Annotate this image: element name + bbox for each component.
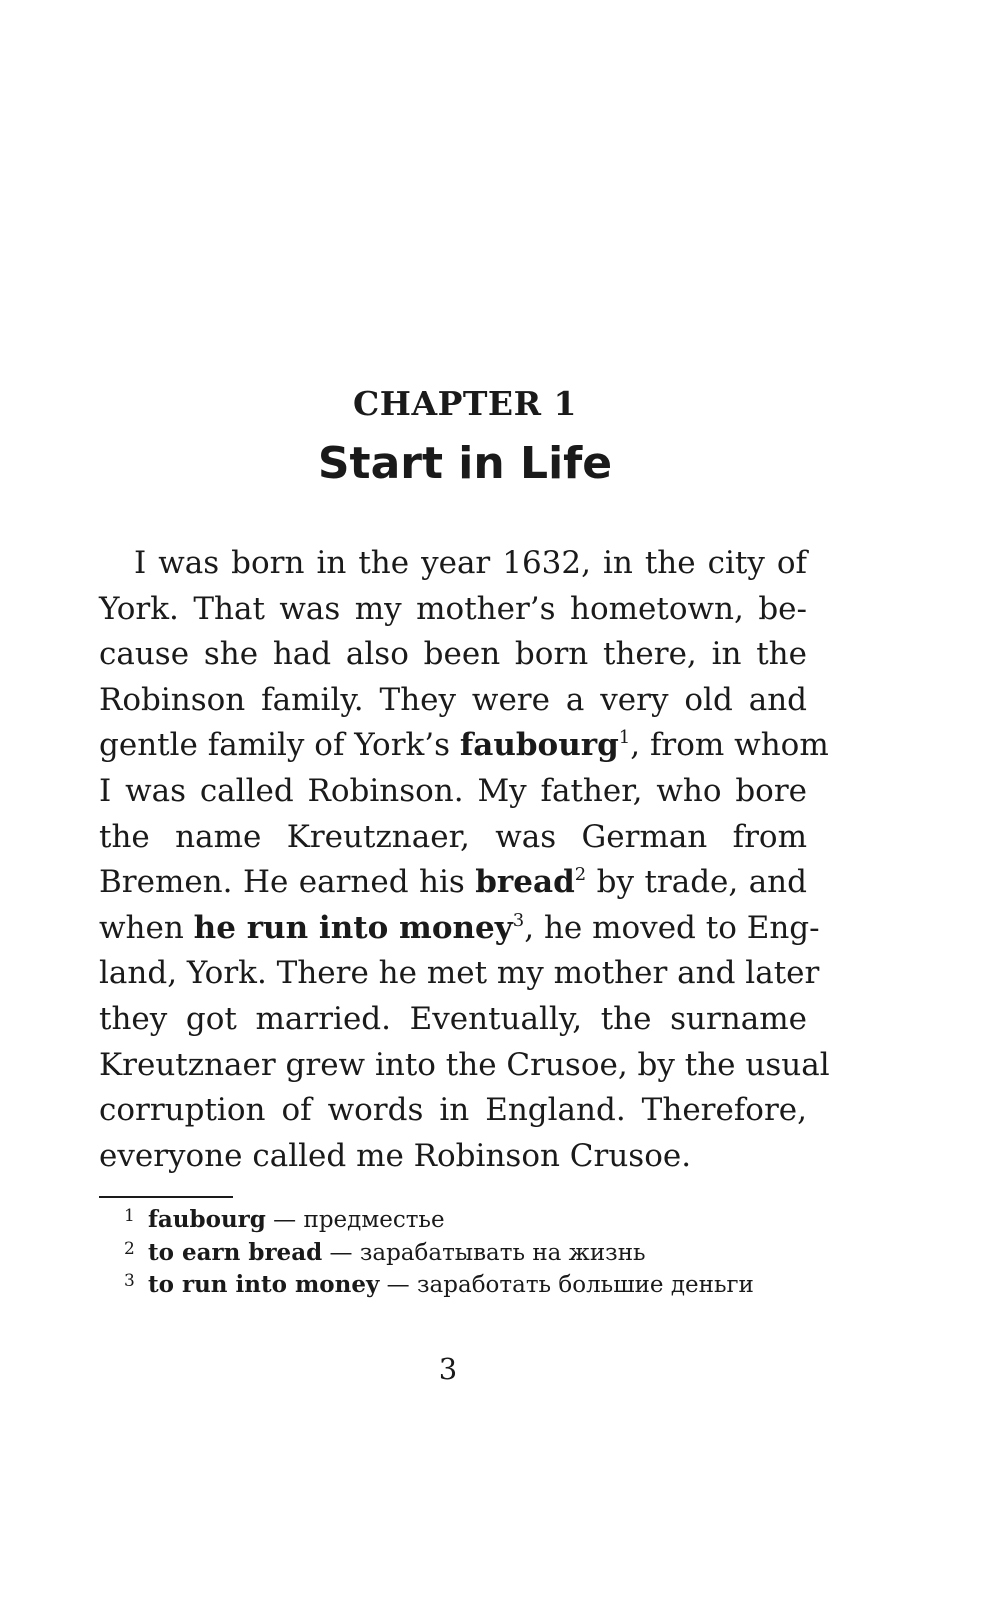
body-text-run: when xyxy=(99,909,194,946)
body-line xyxy=(99,906,820,952)
footnote-item: 2 to earn bread — зарабатывать на жизнь xyxy=(124,1238,646,1266)
chapter-title: Start in Life xyxy=(317,438,613,489)
body-line xyxy=(99,860,807,906)
body-line xyxy=(99,541,807,587)
body-text-run: cause she had also been born there, in the xyxy=(99,636,807,673)
footnote-translation: зарабатывать на жизнь xyxy=(359,1239,646,1266)
body-text-run: Bremen. He earned his xyxy=(99,864,476,901)
footnote-separator: — xyxy=(379,1272,417,1298)
body-text-run: they got married. Eventually, the surname xyxy=(99,1000,807,1037)
footnote-separator: — xyxy=(322,1239,360,1266)
body-text-run: corruption of words in England. Therefore, xyxy=(99,1092,807,1129)
body-line xyxy=(99,997,807,1043)
body-line xyxy=(99,632,807,678)
body-text-run: gentle family of York’s xyxy=(99,727,460,764)
footnote-reference: 3 xyxy=(512,909,525,931)
body-text-run: , he moved to Eng- xyxy=(524,909,820,946)
body-text-run: , from whom xyxy=(630,727,829,764)
body-text-run: I was called Robinson. My father, who bore xyxy=(99,772,807,809)
body-line xyxy=(99,678,807,724)
footnotes xyxy=(124,1204,814,1302)
body-line xyxy=(99,1134,807,1180)
body-text-run: by trade, and xyxy=(586,864,807,901)
footnote-term: to run into money xyxy=(148,1271,380,1298)
page-number: 3 xyxy=(438,1352,458,1386)
body-line xyxy=(99,769,807,815)
glossary-term: bread xyxy=(475,864,575,901)
footnote-reference: 2 xyxy=(574,864,587,886)
body-line xyxy=(99,587,807,633)
glossary-term: he run into money xyxy=(193,909,513,946)
body-text-run: everyone called me Robinson Crusoe. xyxy=(99,1137,692,1174)
body-text-run: the name Kreutznaer, was German from xyxy=(99,818,807,855)
body-line xyxy=(99,951,820,997)
body-line xyxy=(99,1088,807,1134)
body-text-run: Kreutznaer grew into the Crusoe, by the usual xyxy=(99,1046,830,1083)
body-line xyxy=(99,815,807,861)
body-text-run: I was born in the year 1632, in the city of xyxy=(134,545,807,581)
footnote-separator: — xyxy=(265,1207,304,1233)
chapter-body-text xyxy=(99,541,830,1179)
footnote-translation: заработать большие деньги xyxy=(417,1272,754,1298)
chapter-label: CHAPTER 1 xyxy=(353,384,577,423)
footnote-reference: 1 xyxy=(618,727,631,749)
body-text-run: Robinson family. They were a very old and xyxy=(99,681,807,718)
footnote-divider xyxy=(99,1196,233,1198)
footnote-item: 3 to run into money — заработать большие деньги xyxy=(124,1271,754,1298)
footnote-term: faubourg xyxy=(148,1206,266,1233)
glossary-term: faubourg xyxy=(459,727,619,764)
body-line xyxy=(99,1043,830,1089)
body-text-run: York. That was my mother’s hometown, be- xyxy=(99,590,807,627)
footnote-translation: предместье xyxy=(303,1207,445,1233)
footnote-term: to earn bread xyxy=(148,1238,323,1266)
footnote-item: 1 faubourg — предместье xyxy=(124,1206,445,1233)
body-line xyxy=(99,723,829,769)
body-text-run: land, York. There he met my mother and later xyxy=(99,955,820,992)
